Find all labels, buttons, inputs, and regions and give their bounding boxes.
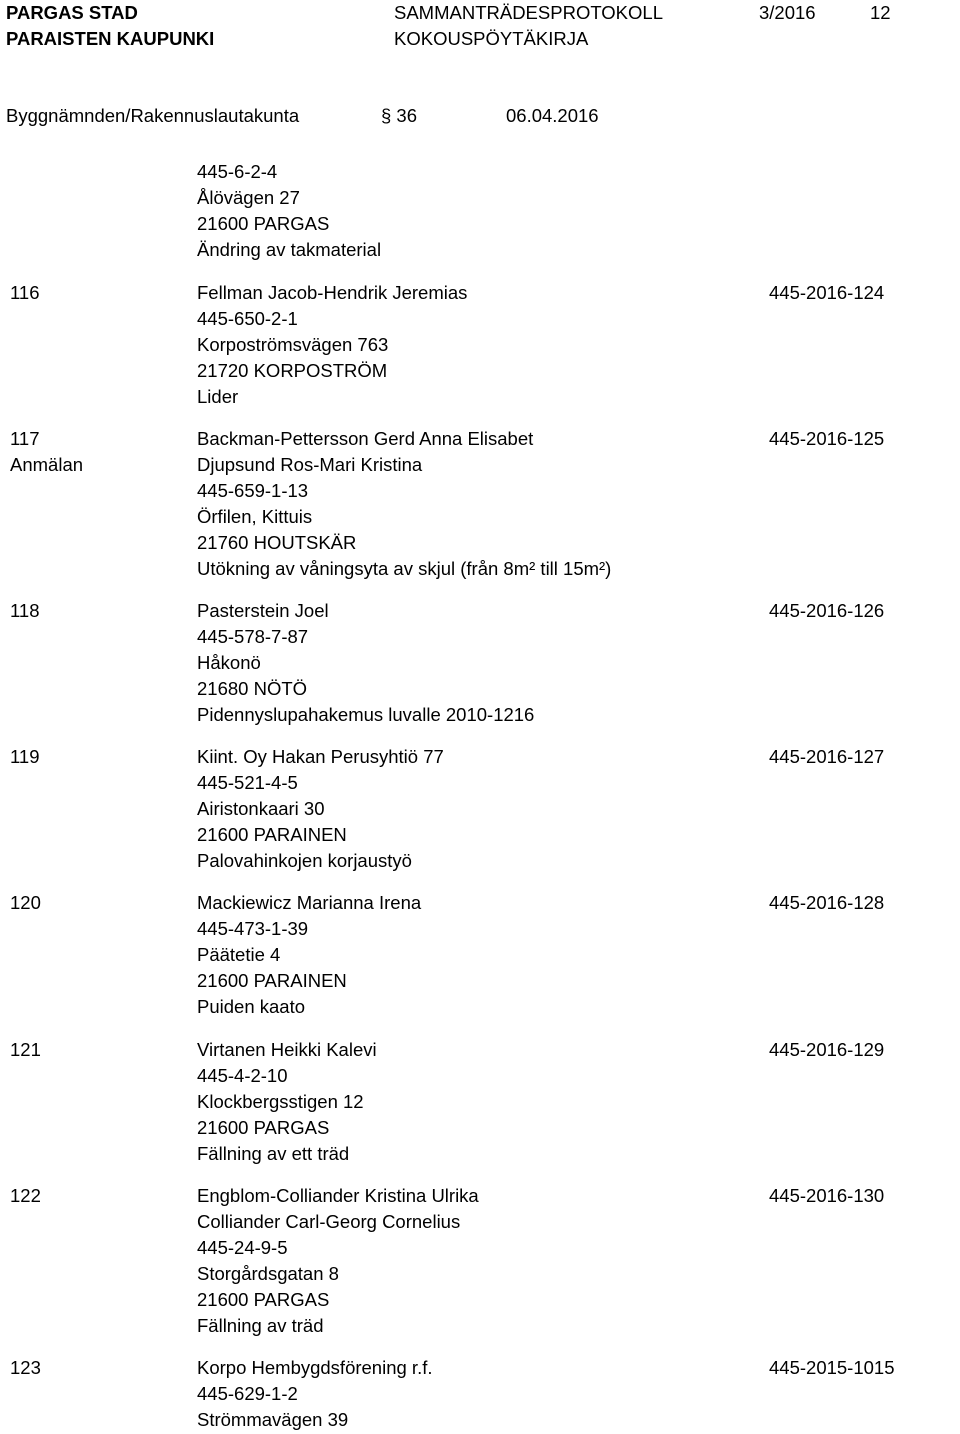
entry-number: 120 [10,892,41,913]
case-reference: 445-2016-125 [769,428,885,449]
entry-number: 119 [10,746,40,767]
entry-details: 445-6-2-4 Ålövägen 27 21600 PARGAS Ändring av takmaterial [197,161,382,260]
entry-details: Kiint. Oy Hakan Perusyhtiö 77 445-521-4-5 Airistonkaari 30 21600 PARAINEN Palovahinkojen korjaustyö [197,746,444,871]
case-reference: 445-2016-129 [769,1039,885,1060]
section-number: § 36 [381,105,418,126]
entry-details: Mackiewicz Marianna Irena 445-473-1-39 Päätetie 4 21600 PARAINEN Puiden kaato [197,892,422,1017]
committee-name: Byggnämnden/Rakennuslautakunta [6,105,300,126]
entry-details: Backman-Pettersson Gerd Anna Elisabet Djupsund Ros-Mari Kristina 445-659-1-13 Örfilen, Kittuis 21760 HOUTSKÄR Utökning av våningsyta av skjul (från 8m² till 15m²) [197,428,612,579]
entry-details: Virtanen Heikki Kalevi 445-4-2-10 Klockbergsstigen 12 21600 PARGAS Fällning av ett träd [197,1039,377,1164]
entry-details: Korpo Hembygdsförening r.f. 445-629-1-2 Strömmavägen 39 [197,1357,433,1430]
issue-number: 3/2016 [759,2,816,23]
page-number: 12 [870,2,891,23]
document-type [394,0,663,52]
meeting-date: 06.04.2016 [506,105,599,126]
page-header [0,0,960,60]
case-reference: 445-2016-130 [769,1185,885,1206]
doc-type-finnish: KOKOUSPÖYTÄKIRJA [394,28,589,49]
entry-label: Anmälan [10,454,84,475]
entry-number: 123 [10,1357,41,1378]
entry-number: 122 [10,1185,41,1206]
entry-number: 118 [10,600,40,621]
case-reference: 445-2015-1015 [769,1357,895,1378]
entry-details: Pasterstein Joel 445-578-7-87 Håkonö 21680 NÖTÖ Pidennyslupahakemus luvalle 2010-1216 [197,600,535,725]
entry-details: Fellman Jacob-Hendrik Jeremias 445-650-2-1 Korpoströmsvägen 763 21720 KORPOSTRÖM Lider [197,282,468,407]
entry-details: Engblom-Colliander Kristina Ulrika Colliander Carl-Georg Cornelius 445-24-9-5 Storgårdsgatan 8 21600 PARGAS Fällning av träd [197,1185,479,1336]
case-reference: 445-2016-128 [769,892,885,913]
entry-number: 116 [10,282,40,303]
doc-type-swedish: SAMMANTRÄDESPROTOKOLL [394,2,663,23]
organization-name [6,0,214,52]
case-reference: 445-2016-126 [769,600,885,621]
org-name-swedish: PARGAS STAD [6,2,138,23]
case-reference: 445-2016-124 [769,282,885,303]
entry-number: 117 Anmälan [10,426,170,478]
org-name-finnish: PARAISTEN KAUPUNKI [6,28,215,49]
entry-number: 121 [10,1039,41,1060]
case-reference: 445-2016-127 [769,746,885,767]
